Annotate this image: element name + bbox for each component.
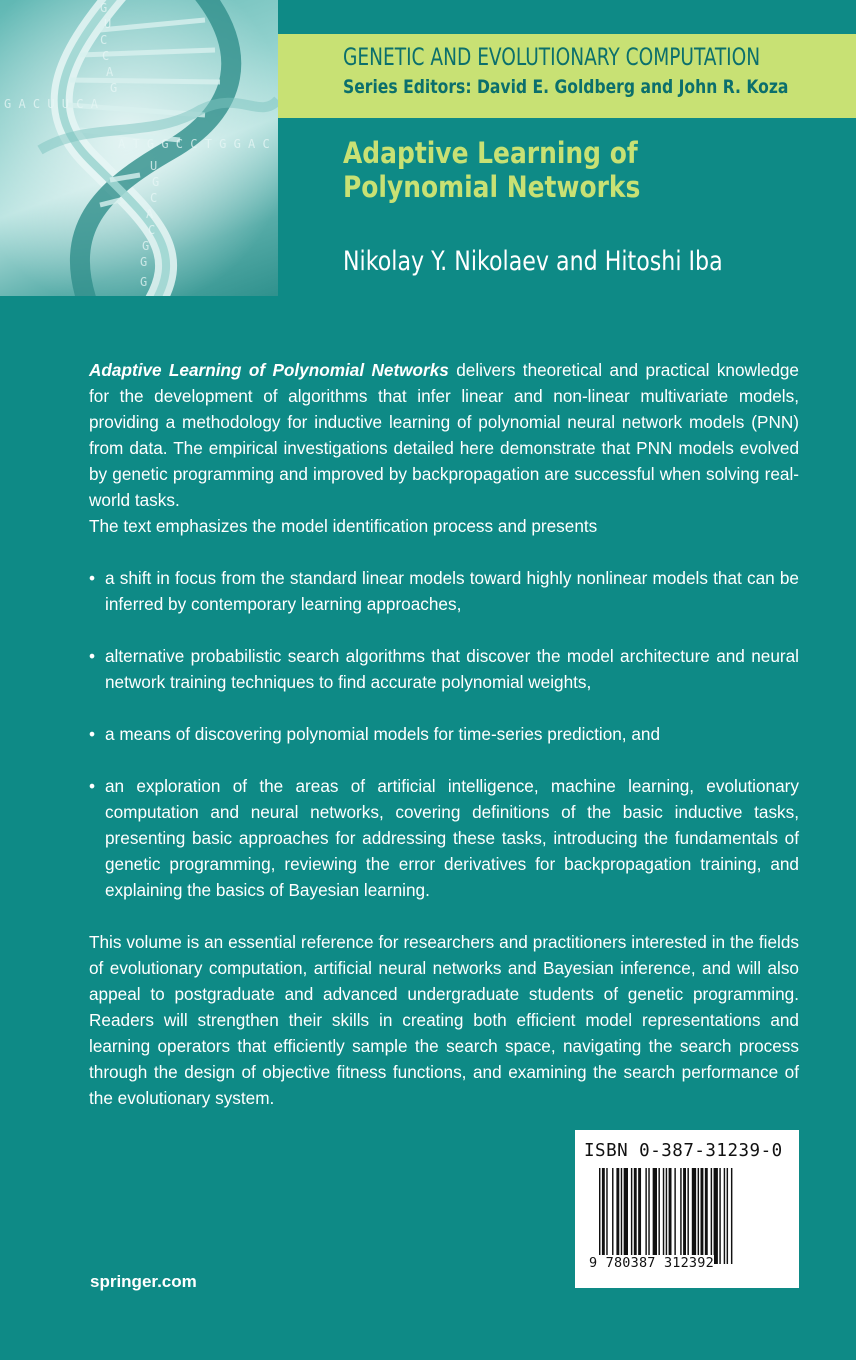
barcode-bar xyxy=(616,1168,619,1264)
barcode-bar xyxy=(612,1168,613,1264)
barcode-digits: 9 780387 312392 xyxy=(589,1255,714,1271)
dna-helix-illustration xyxy=(0,0,278,296)
intro-title: Adaptive Learning of Polynomial Networks xyxy=(89,360,449,380)
barcode-bar xyxy=(666,1168,667,1264)
isbn-barcode-box xyxy=(575,1130,799,1288)
list-item xyxy=(89,721,799,747)
bullet-icon: • xyxy=(89,776,96,796)
barcode-bar xyxy=(634,1168,637,1264)
barcode-bar xyxy=(602,1168,605,1264)
barcode-bar xyxy=(638,1168,641,1264)
svg-text:G: G xyxy=(142,239,150,253)
list-item-text: a shift in focus from the standard linear models toward highly nonlinear models that can be inferred by contemporary learning approaches, xyxy=(105,568,799,614)
lead-paragraph: The text emphasizes the model identification process and presents xyxy=(89,516,598,536)
bullet-icon: • xyxy=(89,724,96,744)
barcode-bar xyxy=(648,1168,649,1264)
book-title: Adaptive Learning of Polynomial Networks xyxy=(343,136,641,204)
publisher-url: springer.com xyxy=(90,1272,197,1291)
dna-helix-artwork xyxy=(0,0,278,296)
barcode-bar xyxy=(701,1168,704,1264)
barcode-bar xyxy=(669,1168,672,1264)
series-editors: Series Editors: David E. Goldberg and John R. Koza xyxy=(343,76,789,98)
svg-text:U: U xyxy=(104,17,112,31)
svg-text:G: G xyxy=(140,255,148,269)
barcode-bar xyxy=(698,1168,699,1264)
barcode-bar xyxy=(663,1168,664,1264)
closing-paragraph: This volume is an essential reference for researchers and practitioners interested in the fields of evolutionary computation, artificial neural networks and Bayesian inference, and will also appeal to postgraduate and advanced undergraduate students of genetic programming. Readers will strengthen their skills in creating both efficient model representations and learning operators that efficiently sample the search space, navigating the search process through the design of objective fitness functions, and examining the search performance of the evolutionary system. xyxy=(89,932,799,1108)
barcode-bar xyxy=(692,1168,696,1264)
book-description xyxy=(89,357,799,1108)
barcode-bar xyxy=(653,1168,657,1264)
list-item xyxy=(89,643,799,695)
barcode-bar xyxy=(621,1168,622,1264)
barcode-bar xyxy=(599,1168,600,1264)
svg-text:U: U xyxy=(150,159,158,173)
barcode-bar xyxy=(645,1168,646,1264)
svg-text:C: C xyxy=(148,223,156,237)
barcode-bar xyxy=(674,1168,675,1264)
list-item xyxy=(89,565,799,617)
barcode-bar xyxy=(719,1168,720,1264)
svg-text:A: A xyxy=(146,207,154,221)
barcode-bar xyxy=(711,1168,712,1264)
list-item xyxy=(89,773,799,903)
isbn-label: ISBN 0-387-31239-0 xyxy=(584,1141,783,1161)
svg-text:C: C xyxy=(100,33,108,47)
series-banner xyxy=(278,34,856,118)
book-authors: Nikolay Y. Nikolaev and Hitoshi Iba xyxy=(343,246,723,277)
svg-text:G: G xyxy=(100,1,108,15)
barcode-bar xyxy=(687,1168,688,1264)
svg-text:C: C xyxy=(102,49,110,63)
barcode-bar xyxy=(680,1168,681,1264)
barcode-bar xyxy=(606,1168,607,1264)
series-title: GENETIC AND EVOLUTIONARY COMPUTATION xyxy=(343,43,761,71)
svg-text:G: G xyxy=(152,175,160,189)
list-item-text: a means of discovering polynomial models for time-series prediction, and xyxy=(105,724,661,744)
barcode-bar xyxy=(714,1168,718,1264)
bullet-icon: • xyxy=(89,568,96,588)
barcode-icon xyxy=(597,1168,777,1264)
sequence-text-2: A T G G C C T G G A C xyxy=(118,137,270,151)
list-item-text: an exploration of the areas of artificial intelligence, machine learning, evolutionary computation and neural networks, covering definitions of the basic inductive tasks, presenting basic approaches for addressing these tasks, introducing the fundamentals of genetic programming, reviewing the error derivatives for backpropagation training, and explaining the basics of Bayesian learning. xyxy=(105,776,799,900)
intro-paragraph xyxy=(89,357,799,513)
barcode-bar xyxy=(705,1168,708,1264)
list-item-text: alternative probabilistic search algorithms that discover the model architecture and neural network training techniques to find accurate polynomial weights, xyxy=(105,646,799,692)
sequence-text-1: G A C U U C A xyxy=(4,97,98,111)
barcode-bar xyxy=(683,1168,686,1264)
barcode-bar xyxy=(658,1168,659,1264)
svg-text:G: G xyxy=(110,81,118,95)
barcode-bar xyxy=(624,1168,628,1264)
svg-text:G: G xyxy=(140,275,148,289)
intro-text: delivers theoretical and practical knowledge for the development of algorithms that infer linear and non-linear multivariate models, providing a methodology for inductive learning of polynomial neural network models (PNN) from data. The empirical investigations detailed here demonstrate that PNN models evolved by genetic programming and improved by backpropagation are successful when solving real-world tasks. xyxy=(89,360,799,510)
svg-text:C: C xyxy=(150,191,158,205)
barcode-bar xyxy=(724,1168,725,1264)
bullet-icon: • xyxy=(89,646,96,666)
barcode-bar xyxy=(731,1168,732,1264)
svg-text:A: A xyxy=(106,65,114,79)
barcode-bar xyxy=(727,1168,728,1264)
barcode-bar xyxy=(631,1168,632,1264)
